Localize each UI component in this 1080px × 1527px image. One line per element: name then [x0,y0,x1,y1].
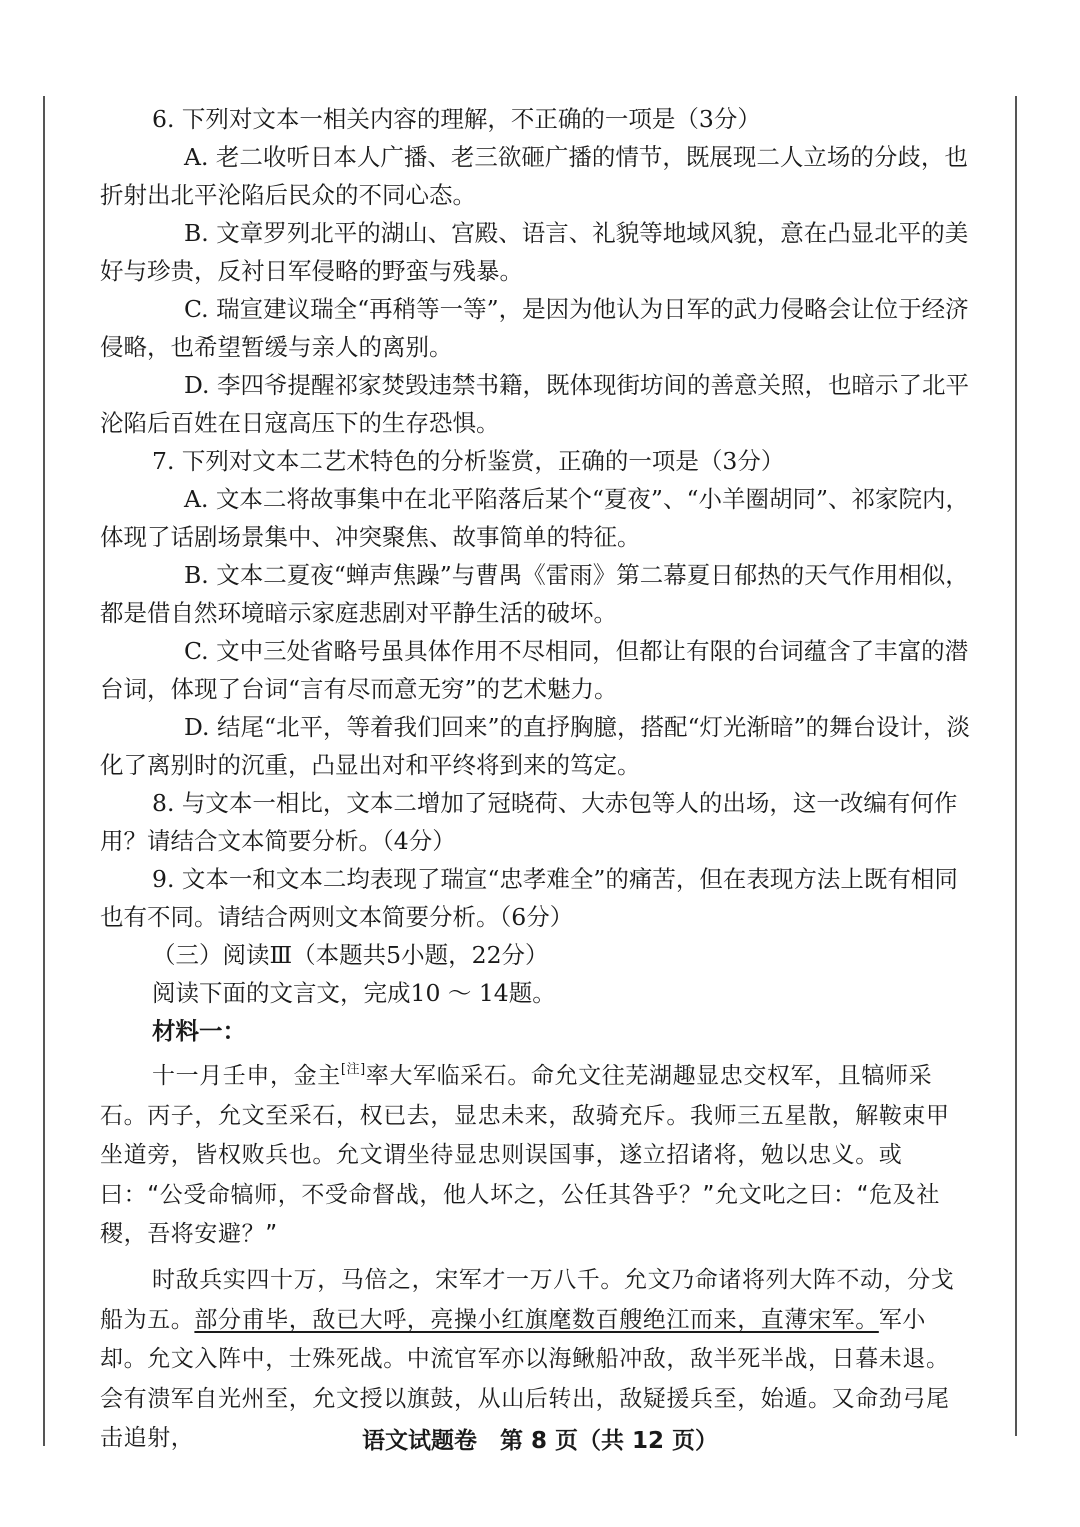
classical-para1-start: 十一月壬申，金主 [152,1063,341,1089]
question-6-stem: 6. 下列对文本一相关内容的理解，不正确的一项是（3分） [152,105,761,133]
material-1-label: 材料一： [152,1017,246,1045]
question-7-stem: 7. 下列对文本二艺术特色的分析鉴赏，正确的一项是（3分） [152,447,785,475]
left-margin-line [43,96,45,1446]
question-7-option-d: D. 结尾“北平，等着我们回来”的直抒胸臆，搭配“灯光渐暗”的舞台设计，淡化了离别时的沉重，凸显出对和平终将到来的笃定。 [100,713,970,779]
question-7-option-a: A. 文本二将故事集中在北平陷落后某个“夏夜”、“小羊圈胡同”、祁家院内，体现了话剧场景集中、冲突聚焦、故事简单的特征。 [100,485,969,551]
classical-para2-rest: 军小却。允文入阵中，士殊死战。中流官军亦以海鳅船冲敌，敌半死半战，日暮未退。会有溃军自光州至，允文授以旗鼓，从山后转出，敌疑援兵至，始遁。又命劲弓尾击追射， [100,1306,950,1452]
question-6-option-a: A. 老二收听日本人广播、老三欲砸广播的情节，既展现二人立场的分歧，也折射出北平沦陷后民众的不同心态。 [100,143,968,209]
question-8: 8. 与文本一相比，文本二增加了冠晓荷、大赤包等人的出场，这一改编有何作用？请结合文本简要分析。（4分） [100,789,958,855]
question-9: 9. 文本一和文本二均表现了瑞宣“忠孝难全”的痛苦，但在表现方法上既有相同也有不同。请结合两则文本简要分析。（6分） [100,865,958,931]
question-6-option-d: D. 李四爷提醒祁家焚毁违禁书籍，既体现街坊间的善意关照，也暗示了北平沦陷后百姓在日寇高压下的生存恐惧。 [100,371,969,437]
page-footer: 语文试题卷 第 8 页（共 12 页） [361,1428,719,1454]
classical-para1-rest: 率大军临采石。命允文往芜湖趣显忠交权军，且犒师采石。丙子，允文至采石，权已去，显忠未来，敌骑充斥。我师三五星散，解鞍束甲坐道旁，皆权败兵也。允文谓坐待显忠则误国事，遂立招诸将，勉以忠义。或曰：“公受命犒师，不受命督战，他人坏之，公任其咎乎？”允文叱之曰：“危及社稷，吾将安避？” [100,1063,950,1248]
right-margin-line [1015,96,1017,1436]
underlined-sentence: 部分甫毕，敌已大呼，亮操小红旗麾数百艘绝江而来，直薄宋军。 [194,1306,879,1333]
classical-para2-start: 时敌兵实四十万，马倍之，宋军才一万八千。允文乃命诸将列大阵不动，分戈船为五。 [100,1266,955,1333]
question-7-option-b: B. 文本二夏夜“蝉声焦躁”与曹禺《雷雨》第二幕夏日郁热的天气作用相似，都是借自然环境暗示家庭悲剧对平静生活的破坏。 [100,561,969,627]
classical-text [100,1050,970,1459]
exam-page-content [100,100,970,1459]
section-3-title: （三）阅读Ⅲ（本题共5小题，22分） [152,941,549,969]
question-6-option-b: B. 文章罗列北平的湖山、宫殿、语言、礼貌等地域风貌，意在凸显北平的美好与珍贵，反衬日军侵略的野蛮与残暴。 [100,219,969,285]
question-7-option-c: C. 文中三处省略号虽具体作用不尽相同，但都让有限的台词蕴含了丰富的潜台词，体现了台词“言有尽而意无穷”的艺术魅力。 [100,637,969,703]
footnote-marker: [注] [340,1062,366,1077]
classical-paragraph-1 [100,1050,970,1255]
question-6-option-c: C. 瑞宣建议瑞全“再稍等一等”，是因为他认为日军的武力侵略会让位于经济侵略，也希望暂缓与亲人的离别。 [100,295,969,361]
section-3-instruction: 阅读下面的文言文，完成10 ～ 14题。 [152,979,556,1007]
